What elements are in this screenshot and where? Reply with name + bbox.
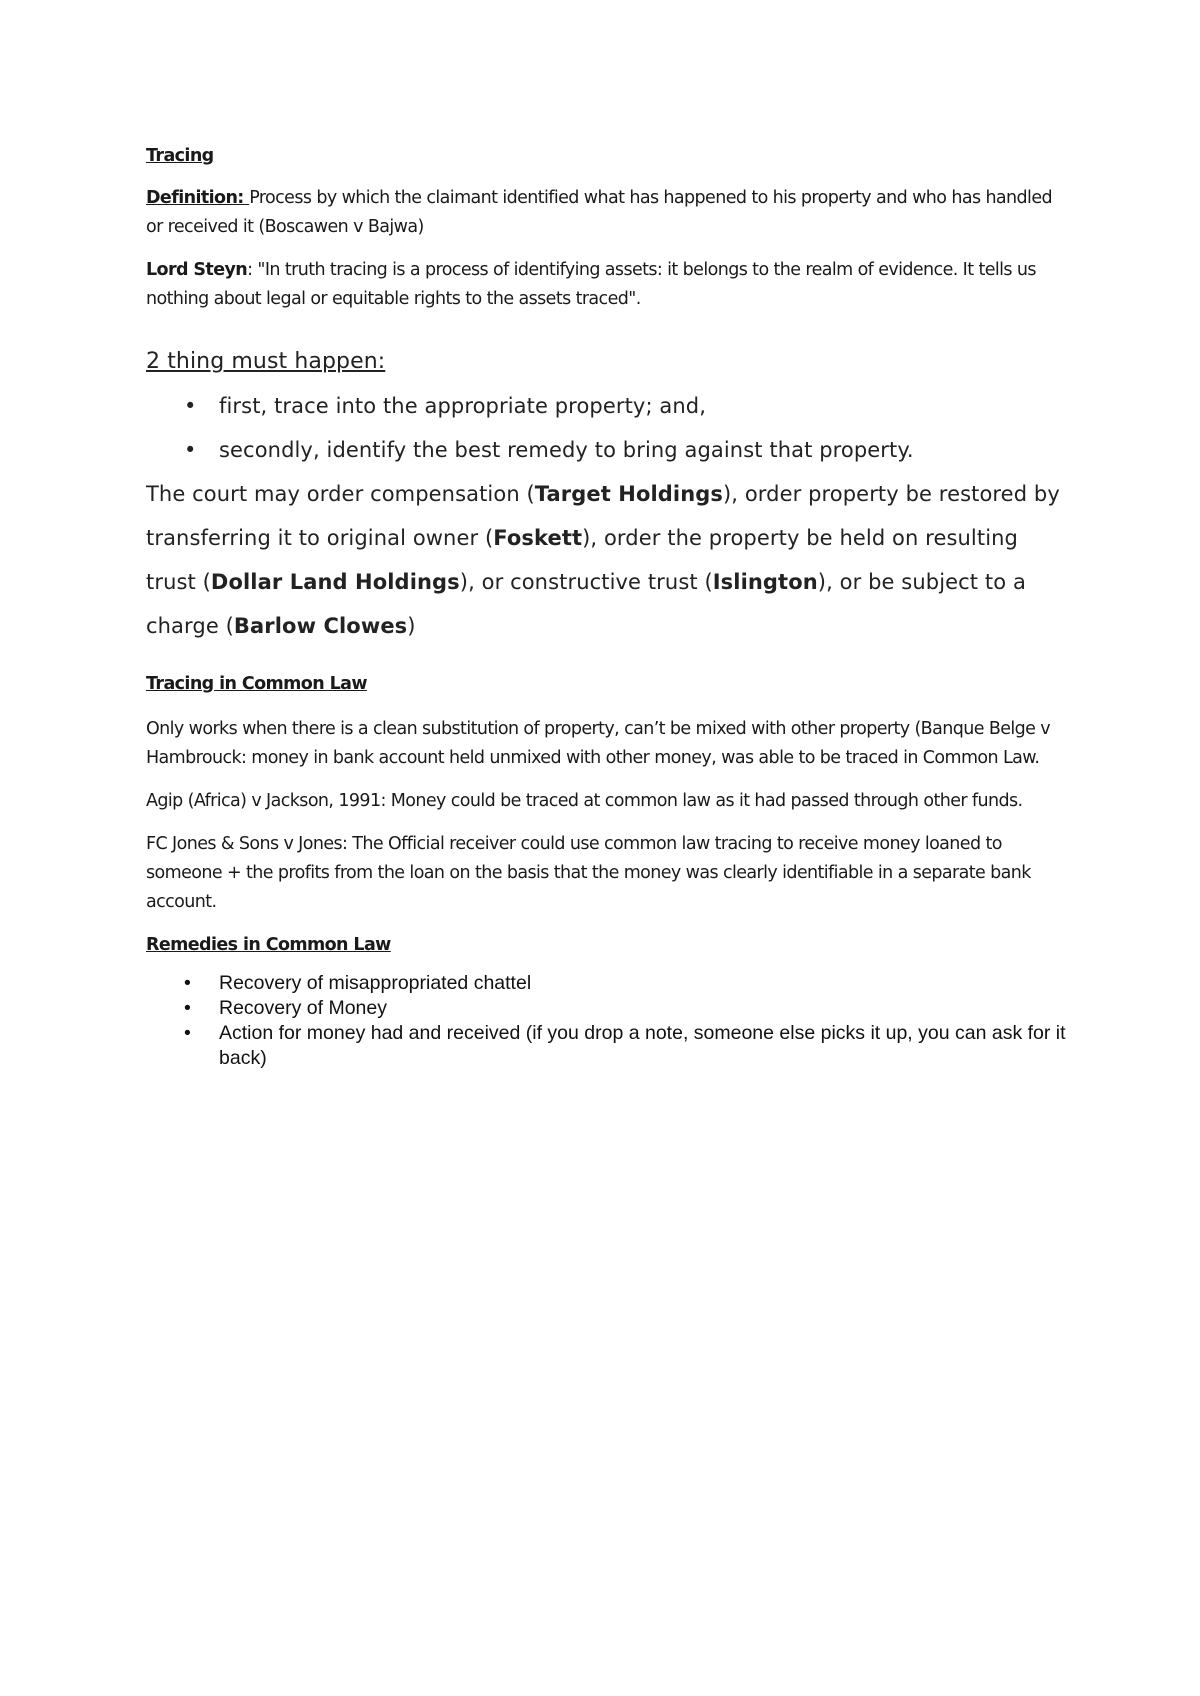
common-law-paragraph-fc-jones: FC Jones & Sons v Jones: The Official receiver could use common law tracing to receive money loaned to someone + the profits from the loan on the basis that the money was clearly identifiable in a separate bank account.	[146, 834, 1031, 912]
bullet-icon: •	[184, 1022, 191, 1044]
lord-steyn-label: Lord Steyn	[146, 260, 248, 280]
list-item	[146, 384, 1066, 428]
case-name-barlow-clowes: Barlow Clowes	[233, 614, 408, 638]
document-page	[146, 142, 1066, 1071]
bullet-icon: •	[184, 972, 191, 994]
two-things-heading: 2 thing must happen:	[146, 349, 386, 374]
text-run: ), or constructive trust (	[459, 570, 713, 594]
case-name-dollar-land-holdings: Dollar Land Holdings	[210, 570, 460, 594]
common-law-heading: Tracing in Common Law	[146, 674, 367, 694]
common-law-paragraph-agip: Agip (Africa) v Jackson, 1991: Money could be traced at common law as it had passed through other funds.	[146, 791, 1023, 811]
common-law-paragraph-banque-belge: Only works when there is a clean substitution of property, can’t be mixed with other property (Banque Belge v Hambrouck: money in bank account held unmixed with other money, was able to be traced in Common Law.	[146, 719, 1051, 768]
list-item-text: Recovery of Money	[219, 997, 387, 1019]
list-item-text: Recovery of misappropriated chattel	[219, 972, 532, 994]
list-item	[146, 428, 1066, 472]
bullet-icon: •	[184, 438, 197, 462]
list-item-text: Action for money had and received (if you drop a note, someone else picks it up, you can ask for it back)	[219, 1022, 1066, 1069]
lord-steyn-quote	[146, 256, 1066, 314]
page-title: Tracing	[146, 146, 214, 166]
remedies-list	[146, 971, 1066, 1071]
list-item	[146, 1021, 1066, 1071]
definition-paragraph	[146, 184, 1066, 242]
text-run: ), or be subject to a charge (	[146, 570, 1026, 638]
list-item	[146, 971, 1066, 996]
bullet-icon: •	[184, 997, 191, 1019]
list-item	[146, 996, 1066, 1021]
lord-steyn-text: : "In truth tracing is a process of identifying assets: it belongs to the realm of evidence. It tells us nothing about legal or equitable rights to the assets traced".	[146, 260, 1036, 309]
two-things-list	[146, 384, 1066, 472]
remedies-heading: Remedies in Common Law	[146, 935, 391, 955]
court-remedies-paragraph	[146, 472, 1066, 648]
case-name-target-holdings: Target Holdings	[534, 482, 723, 506]
definition-text: Process by which the claimant identified what has happened to his property and who has handled or received it (Boscawen v Bajwa)	[146, 188, 1052, 237]
bullet-icon: •	[184, 394, 197, 418]
text-run: ), order the property be held on resulting trust (	[146, 526, 1018, 594]
text-run: The court may order compensation (	[146, 482, 535, 506]
list-item-text: first, trace into the appropriate property; and,	[219, 394, 706, 418]
text-run: )	[407, 614, 416, 638]
case-name-islington: Islington	[712, 570, 818, 594]
list-item-text: secondly, identify the best remedy to bring against that property.	[219, 438, 914, 462]
case-name-foskett: Foskett	[493, 526, 583, 550]
definition-label: Definition:	[146, 188, 250, 208]
text-run: ), order property be restored by transferring it to original owner (	[146, 482, 1060, 550]
